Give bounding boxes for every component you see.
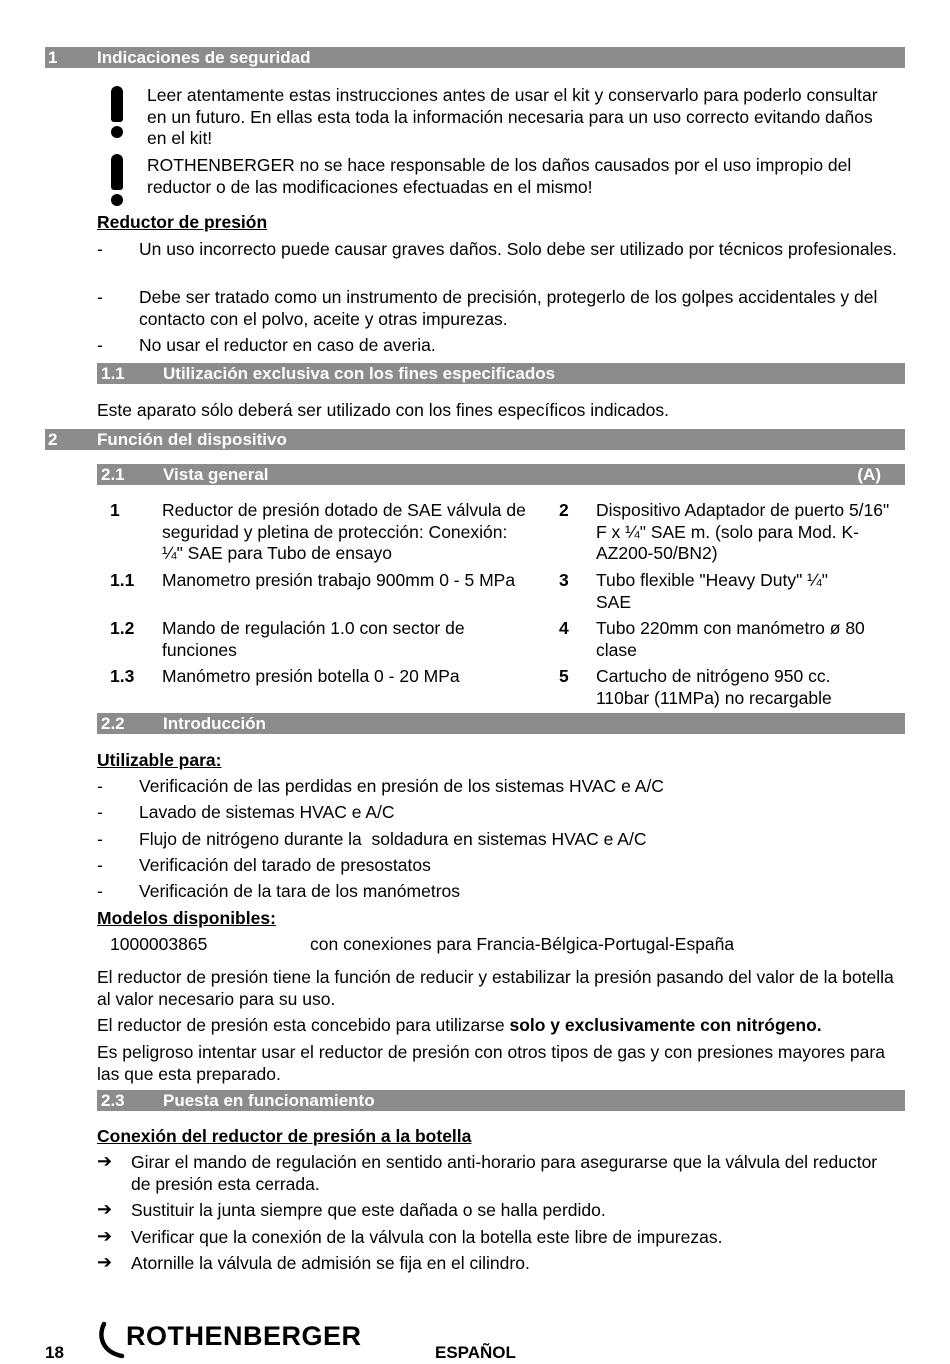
section-title: Puesta en funcionamiento [163, 1091, 375, 1110]
part-description: Tubo flexible "Heavy Duty" ¼" SAE [596, 570, 828, 612]
list-item: No usar el reductor en caso de averia. [139, 335, 436, 355]
list-item: Verificación del tarado de presostatos [139, 855, 431, 875]
section-header-2 [45, 429, 905, 450]
part-number: 4 [559, 618, 569, 638]
section-header-1-1 [97, 363, 905, 384]
figure-reference: (A) [857, 465, 881, 484]
arrow-right-icon: ➔ [97, 1252, 113, 1272]
part-description: Manometro presión trabajo 900mm 0 - 5 MPa [162, 570, 516, 590]
arrow-right-icon: ➔ [97, 1199, 113, 1219]
bullet-dash: - [97, 239, 103, 259]
subheading: Reductor de presión [97, 212, 268, 232]
part-number: 1.2 [110, 618, 135, 638]
step-item: Verificar que la conexión de la válvula con la botella este libre de impurezas. [131, 1227, 723, 1247]
list-item: Verificación de la tara de los manómetros [139, 881, 460, 901]
bullet-dash: - [97, 776, 103, 796]
footer-language: ESPAÑOL [435, 1343, 516, 1362]
part-description: Tubo 220mm con manómetro ø 80 clase [596, 618, 865, 660]
section-header-2-2 [97, 713, 905, 734]
model-description: con conexiones para Francia-Bélgica-Portugal-España [310, 934, 735, 954]
paragraph-emphasis: solo y exclusivamente con nitrógeno. [509, 1015, 822, 1035]
rothenberger-logo [96, 1318, 362, 1360]
logo-brand-text: ROTHENBERGER [126, 1321, 362, 1351]
part-number: 1 [110, 500, 120, 520]
part-number: 1.1 [110, 570, 135, 590]
step-item: Sustituir la junta siempre que este dañada o se halla perdido. [131, 1200, 606, 1220]
section-title: Utilización exclusiva con los fines especificados [163, 364, 556, 383]
step-item: Atornille la válvula de admisión se fija en el cilindro. [131, 1253, 530, 1273]
part-description: Dispositivo Adaptador de puerto 5/16" F x ¼" SAE m. (solo para Mod. K-AZ200-50/BN2) [596, 500, 890, 563]
list-item: Debe ser tratado como un instrumento de precisión, protegerlo de los golpes accidentales y del contacto con el polvo, aceite y otras impurezas. [139, 287, 878, 329]
bullet-dash: - [97, 855, 103, 875]
part-number: 1.3 [110, 666, 135, 686]
part-description: Mando de regulación 1.0 con sector de funciones [162, 618, 465, 660]
bullet-dash: - [97, 287, 103, 307]
section-header-2-3 [97, 1090, 905, 1111]
list-item: Verificación de las perdidas en presión de los sistemas HVAC e A/C [139, 776, 664, 796]
list-item: Flujo de nitrógeno durante la soldadura en sistemas HVAC e A/C [139, 829, 647, 849]
section-number: 1.1 [101, 364, 125, 383]
section-number: 2.3 [101, 1091, 125, 1110]
bullet-dash: - [97, 829, 103, 849]
part-number: 3 [559, 570, 569, 590]
list-item: Lavado de sistemas HVAC e A/C [139, 802, 395, 822]
section-number: 2.1 [101, 465, 125, 484]
section-title: Introducción [163, 714, 266, 733]
section-number: 1 [48, 48, 58, 67]
paragraph: El reductor de presión tiene la función de reducir y estabilizar la presión pasando del valor de la botella al valor necesario para su uso. [97, 967, 894, 1009]
part-number: 2 [559, 500, 569, 520]
part-description: Reductor de presión dotado de SAE válvula de seguridad y pletina de protección: Conexión: ¼" SAE para Tubo de ensayo [162, 500, 526, 563]
subheading: Utilizable para: [97, 750, 222, 770]
subheading: Modelos disponibles: [97, 908, 276, 928]
bullet-dash: - [97, 335, 103, 355]
section-title: Función del dispositivo [97, 430, 287, 449]
section-number: 2.2 [101, 714, 125, 733]
arrow-right-icon: ➔ [97, 1151, 113, 1171]
bullet-dash: - [97, 802, 103, 822]
paragraph: Este aparato sólo deberá ser utilizado con los fines específicos indicados. [97, 400, 669, 420]
part-number: 5 [559, 666, 569, 686]
section-header-1 [45, 47, 905, 68]
part-description: Cartucho de nitrógeno 950 cc. 110bar (11MPa) no recargable [596, 666, 832, 708]
paragraph-text: El reductor de presión esta concebido para utilizarse [97, 1015, 510, 1035]
step-item: Girar el mando de regulación en sentido anti-horario para asegurarse que la válvula del reductor de presión esta cerrada. [131, 1152, 878, 1194]
arrow-right-icon: ➔ [97, 1226, 113, 1246]
section-title: Indicaciones de seguridad [97, 48, 311, 67]
section-title: Vista general [163, 465, 269, 484]
paragraph [97, 1015, 902, 1037]
warning-text: Leer atentamente estas instrucciones antes de usar el kit y conservarlo para poderlo consultar en un futuro. En ellas esta toda la información necesaria para un uso correcto evitando daños en el kit! [147, 85, 878, 148]
page-number: 18 [45, 1343, 64, 1362]
list-item: Un uso incorrecto puede causar graves daños. Solo debe ser utilizado por técnicos profesionales. [139, 239, 897, 259]
paragraph: Es peligroso intentar usar el reductor de presión con otros tipos de gas y con presiones mayores para las que esta preparado. [97, 1042, 885, 1084]
bullet-dash: - [97, 881, 103, 901]
model-code: 1000003865 [110, 934, 208, 954]
section-header-2-1 [97, 464, 905, 485]
part-description: Manómetro presión botella 0 - 20 MPa [162, 666, 460, 686]
section-number: 2 [48, 430, 58, 449]
subheading: Conexión del reductor de presión a la botella [97, 1126, 472, 1146]
warning-text: ROTHENBERGER no se hace responsable de los daños causados por el uso impropio del reductor o de las modificaciones efectuadas en el mismo! [147, 155, 852, 197]
